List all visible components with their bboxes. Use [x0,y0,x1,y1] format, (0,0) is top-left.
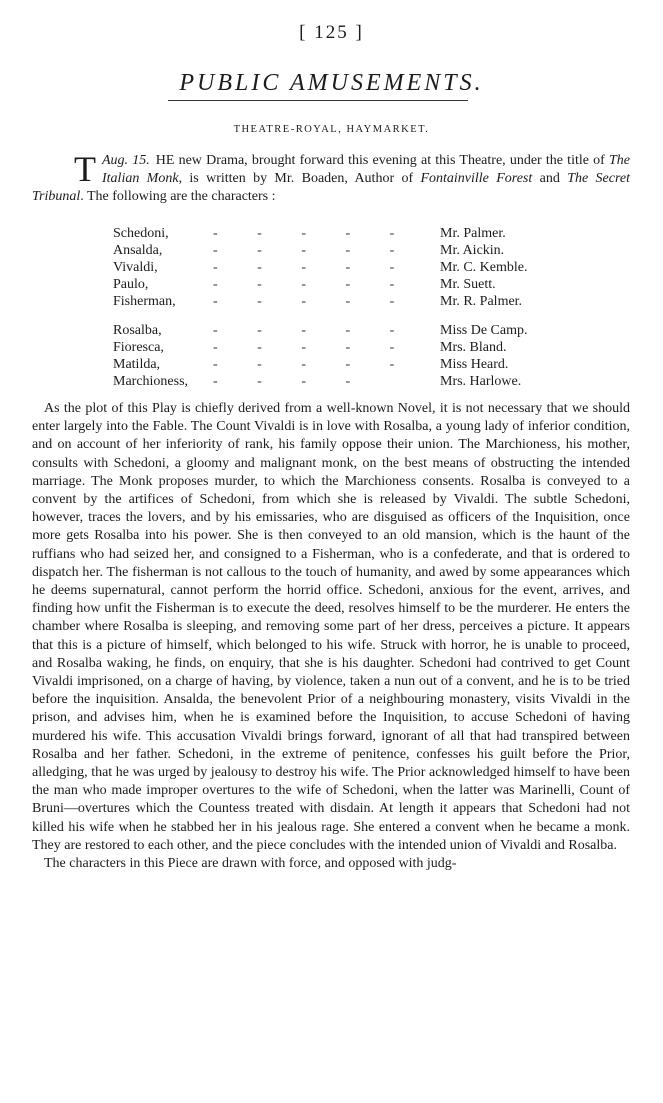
intro-paragraph [32,149,630,206]
work-title-2: The Secret Tribunal [32,171,630,204]
cast-role: Matilda, [113,357,161,372]
cast-dashes: - - - - - [213,226,413,241]
cast-actor: Miss De Camp. [440,323,528,338]
cast-actor: Mr. R. Palmer. [440,294,523,309]
intro-text-a: HE new Drama, brought forward this evening at this Theatre, under the title of [155,153,609,168]
cast-dashes: - - - - - [213,323,413,338]
cast-role: Fioresca, [113,340,164,355]
cast-dashes: - - - - - [213,340,413,355]
cast-row [113,225,563,242]
venue-heading: THEATRE-ROYAL, HAYMARKET. [233,124,430,135]
cast-actor: Mrs. Harlowe. [440,374,522,389]
cast-row [113,373,563,390]
cast-role: Paulo, [113,277,149,292]
cast-actor: Mr. Suett. [440,277,496,292]
cast-role: Vivaldi, [113,260,158,275]
date-label: Aug. 15. [102,153,150,168]
cast-list-women [113,322,563,390]
cast-row [113,242,563,259]
cast-actor: Mr. C. Kemble. [440,260,528,275]
cast-dashes: - - - - - [213,243,413,258]
cast-dashes: - - - - - [213,277,413,292]
review-body [32,400,630,873]
cast-dashes: - - - - - [213,294,413,309]
cast-role: Rosalba, [113,323,162,338]
cast-role: Marchioness, [113,374,189,389]
cast-row [113,339,563,356]
cast-role: Schedoni, [113,226,169,241]
cast-dashes: - - - - - [213,260,413,275]
cast-role: Ansalda, [113,243,163,258]
intro-text-d: . The following are the characters : [80,189,276,204]
cast-row [113,322,563,339]
cast-actor: Mr. Palmer. [440,226,506,241]
work-title-1: Fontainville Forest [420,171,533,186]
section-title: PUBLIC AMUSEMENTS. [179,70,484,96]
cast-actor: Mrs. Bland. [440,340,507,355]
cast-dashes: - - - - [213,374,369,389]
cast-list-men [113,225,563,310]
cast-row [113,356,563,373]
body-paragraph: As the plot of this Play is chiefly derived from a well-known Novel, it is not necessary that we should enter largely into the Fable. The Count Vivaldi is in love with Rosalba, a young lady of inferior condition, and on account of her inferiority of rank, his family oppose their union. The Marchioness, his mother, consults with Schedoni, a gloomy and malignant monk, on the best means of obstructing the intended marriage. The Monk proposes murder, to which the Marchioness consents. Rosalba is conveyed to a convent by the artifices of Schedoni, from which she is released by Vivaldi. The subtle Schedoni, however, traces the lovers, and by his emissaries, who are disguised as officers of the Inquisition, once more gets Rosalba into his power. She is then conveyed to an old mansion, which is the haunt of the ruffians who had seized her, and consigned to a Fisherman, who is a confederate, and that is ordered to dispatch her. The fisherman is not callous to the touch of humanity, and awed by some appearances which he deems supernatural, cannot perform the horrid office. Schedoni, anxious for the event, arrives, and finding how unfit the Fisherman is to execute the deed, resolves himself to be the murderer. He enters the chamber where Rosalba is sleeping, and removing some part of her dress, perceives a picture. It appears that this is a picture of himself, which belonged to his wife. Struck with horror, he is unable to proceed, and Rosalba waking, he finds, on enquiry, that she is his daughter. Schedoni had contrived to get Count Vivaldi imprisoned, on a charge of having, by violence, taken a nun out of a convent, and he is to be tried before the inquisition. Ansalda, the benevolent Prior of a neighbouring monastery, visits Vivaldi in the prison, and advises him, when he is examined before the Inquisition, to accuse Schedoni of having murdered his wife. This accusation Vivaldi brings forward, ignorant of all that had transpired between Rosalba and her father. Schedoni, in the extreme of penitence, confesses his guilt before the Prior, alledging, that he was urged by jealousy to destroy his wife. The Prior acknowledged himself to have been the man who made improper overtures to the wife of Schedoni, when the latter was Marinelli, Count of Bruni—overtures which the Countess treated with disdain. At length it appears that Schedoni had not killed his wife when he stabbed her in his jealous rage. She entered a convent when he became a monk. They are restored to each other, and the piece concludes with the intended union of Vivaldi and Rosalba. [32,401,630,853]
body-paragraph: The characters in this Piece are drawn with force, and opposed with judg- [44,856,457,872]
cast-actor: Mr. Aickin. [440,243,505,258]
page-number: [ 125 ] [299,22,364,43]
cast-actor: Miss Heard. [440,357,509,372]
play-title: The Italian Monk [102,153,630,186]
cast-row [113,259,563,276]
cast-role: Fisherman, [113,294,176,309]
drop-cap: T [74,149,96,189]
cast-row [113,276,563,293]
intro-text-c: and [532,171,568,186]
cast-row [113,293,563,310]
intro-text-b: , is written by Mr. Boaden, Author of [178,171,421,186]
cast-dashes: - - - - - [213,357,413,372]
title-rule [168,100,468,101]
